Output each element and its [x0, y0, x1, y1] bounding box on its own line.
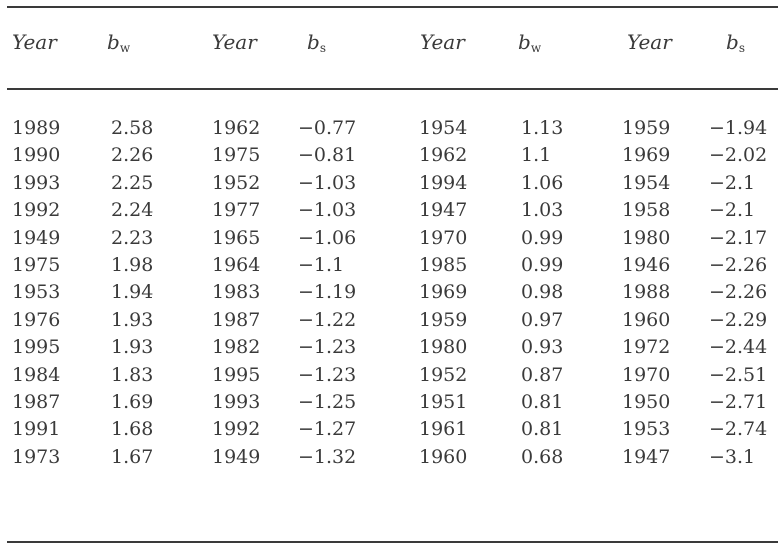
- table-cell: −2.02: [709, 144, 768, 167]
- table-cell: 0.87: [521, 363, 564, 386]
- table-cell: 1994: [419, 171, 468, 194]
- table-cell: 1969: [622, 144, 671, 167]
- table-cell: −1.27: [298, 418, 357, 441]
- header-year-1: Year: [12, 30, 57, 54]
- table-bottom-rule: [7, 541, 778, 543]
- column-bs-1: [298, 115, 356, 471]
- table-cell: 1992: [212, 418, 261, 441]
- table-cell: 1988: [622, 281, 671, 304]
- table-cell: 1954: [419, 117, 468, 139]
- table-cell: 1993: [212, 390, 261, 413]
- table-cell: −1.23: [298, 336, 357, 359]
- header-year-4: Year: [627, 30, 672, 54]
- table-cell: −1.03: [298, 171, 357, 194]
- table-cell: −0.77: [298, 117, 357, 139]
- table-cell: −1.06: [298, 226, 357, 249]
- table-cell: 0.68: [521, 445, 564, 468]
- table-cell: −1.22: [298, 308, 357, 331]
- table-cell: 1985: [419, 253, 468, 276]
- table-cell: 0.99: [521, 226, 564, 249]
- table-cell: 0.98: [521, 281, 564, 304]
- table-cell: 1.94: [111, 281, 154, 304]
- table-cell: 1987: [12, 390, 61, 413]
- table-cell: 1950: [622, 390, 671, 413]
- table-cell: 1.98: [111, 253, 154, 276]
- table-cell: 1952: [419, 363, 468, 386]
- table-cell: 1.93: [111, 308, 154, 331]
- column-year-4: [622, 115, 670, 471]
- table-cell: 1947: [622, 445, 671, 468]
- table-cell: 1954: [622, 171, 671, 194]
- table-cell: −1.94: [709, 117, 768, 139]
- table-cell: −3.1: [709, 445, 756, 468]
- table-cell: 1983: [212, 281, 261, 304]
- table-cell: 1982: [212, 336, 261, 359]
- table-cell: −0.81: [298, 144, 357, 167]
- table-cell: 1965: [212, 226, 261, 249]
- table-cell: 1964: [212, 253, 261, 276]
- table-cell: −2.29: [709, 308, 768, 331]
- table-cell: 2.58: [111, 117, 154, 139]
- table-cell: 1990: [12, 144, 61, 167]
- table-cell: 1959: [419, 308, 468, 331]
- table-cell: 0.81: [521, 390, 564, 413]
- table-cell: 1.83: [111, 363, 154, 386]
- table-cell: 1953: [12, 281, 61, 304]
- table-cell: −2.26: [709, 253, 768, 276]
- table-cell: 0.99: [521, 253, 564, 276]
- table-cell: 0.81: [521, 418, 564, 441]
- table-cell: 1.03: [521, 199, 564, 222]
- table-cell: −2.51: [709, 363, 768, 386]
- table-cell: 1970: [622, 363, 671, 386]
- table-cell: 1947: [419, 199, 468, 222]
- table-cell: −2.74: [709, 418, 768, 441]
- table-cell: 1.93: [111, 336, 154, 359]
- table-cell: 1973: [12, 445, 61, 468]
- table-cell: −1.23: [298, 363, 357, 386]
- table-cell: 1976: [12, 308, 61, 331]
- column-year-3: [419, 115, 467, 471]
- header-bw-2: $b_w$: [518, 30, 542, 55]
- column-year-1: [12, 115, 60, 471]
- table-cell: 1.06: [521, 171, 564, 194]
- table-cell: 2.25: [111, 171, 154, 194]
- table-cell: 0.93: [521, 336, 564, 359]
- table-cell: 1952: [212, 171, 261, 194]
- header-bw-1: $b_w$: [107, 30, 131, 55]
- table-cell: −1.1: [298, 253, 345, 276]
- table-top-rule: [7, 6, 778, 8]
- table-cell: 1.69: [111, 390, 154, 413]
- table-cell: 1961: [419, 418, 468, 441]
- table-cell: 1991: [12, 418, 61, 441]
- table-cell: 1949: [212, 445, 261, 468]
- table-cell: 1987: [212, 308, 261, 331]
- column-bs-2: [709, 115, 767, 471]
- table-cell: 1962: [419, 144, 468, 167]
- table-cell: 0.97: [521, 308, 564, 331]
- table-cell: −2.17: [709, 226, 768, 249]
- table-cell: −1.19: [298, 281, 357, 304]
- table-cell: 2.26: [111, 144, 154, 167]
- table-cell: 1958: [622, 199, 671, 222]
- table-cell: 1960: [419, 445, 468, 468]
- table-cell: 1.1: [521, 144, 552, 167]
- table-cell: 1975: [212, 144, 261, 167]
- table-cell: 1951: [419, 390, 468, 413]
- table-cell: 1980: [622, 226, 671, 249]
- table-cell: 1962: [212, 117, 261, 139]
- table-cell: −2.26: [709, 281, 768, 304]
- table-cell: −1.03: [298, 199, 357, 222]
- table-cell: 1995: [212, 363, 261, 386]
- table-cell: 2.23: [111, 226, 154, 249]
- table-cell: 1972: [622, 336, 671, 359]
- table-cell: 1975: [12, 253, 61, 276]
- table-cell: 1989: [12, 117, 61, 139]
- table-cell: −2.44: [709, 336, 768, 359]
- table-cell: 1969: [419, 281, 468, 304]
- column-bw-1: [111, 115, 153, 471]
- table-cell: 1977: [212, 199, 261, 222]
- table-cell: 2.24: [111, 199, 154, 222]
- table-cell: −2.71: [709, 390, 768, 413]
- table-cell: 1984: [12, 363, 61, 386]
- header-bs-1: $b_s$: [307, 30, 326, 55]
- table-cell: 1970: [419, 226, 468, 249]
- table-cell: 1959: [622, 117, 671, 139]
- table-header-rule: [7, 88, 778, 90]
- column-year-2: [212, 115, 260, 471]
- table-cell: 1.67: [111, 445, 154, 468]
- table-cell: 1995: [12, 336, 61, 359]
- header-bs-2: $b_s$: [726, 30, 745, 55]
- table-cell: 1980: [419, 336, 468, 359]
- table-cell: −2.1: [709, 199, 756, 222]
- table-cell: 1953: [622, 418, 671, 441]
- table-cell: −2.1: [709, 171, 756, 194]
- table-cell: −1.25: [298, 390, 357, 413]
- table-cell: 1.68: [111, 418, 154, 441]
- column-bw-2: [521, 115, 563, 471]
- header-year-3: Year: [420, 30, 465, 54]
- table-cell: 1946: [622, 253, 671, 276]
- header-year-2: Year: [212, 30, 257, 54]
- table-cell: 1960: [622, 308, 671, 331]
- table-cell: 1949: [12, 226, 61, 249]
- table-cell: 1.13: [521, 117, 564, 139]
- table-cell: 1992: [12, 199, 61, 222]
- table-cell: 1993: [12, 171, 61, 194]
- table-cell: −1.32: [298, 445, 357, 468]
